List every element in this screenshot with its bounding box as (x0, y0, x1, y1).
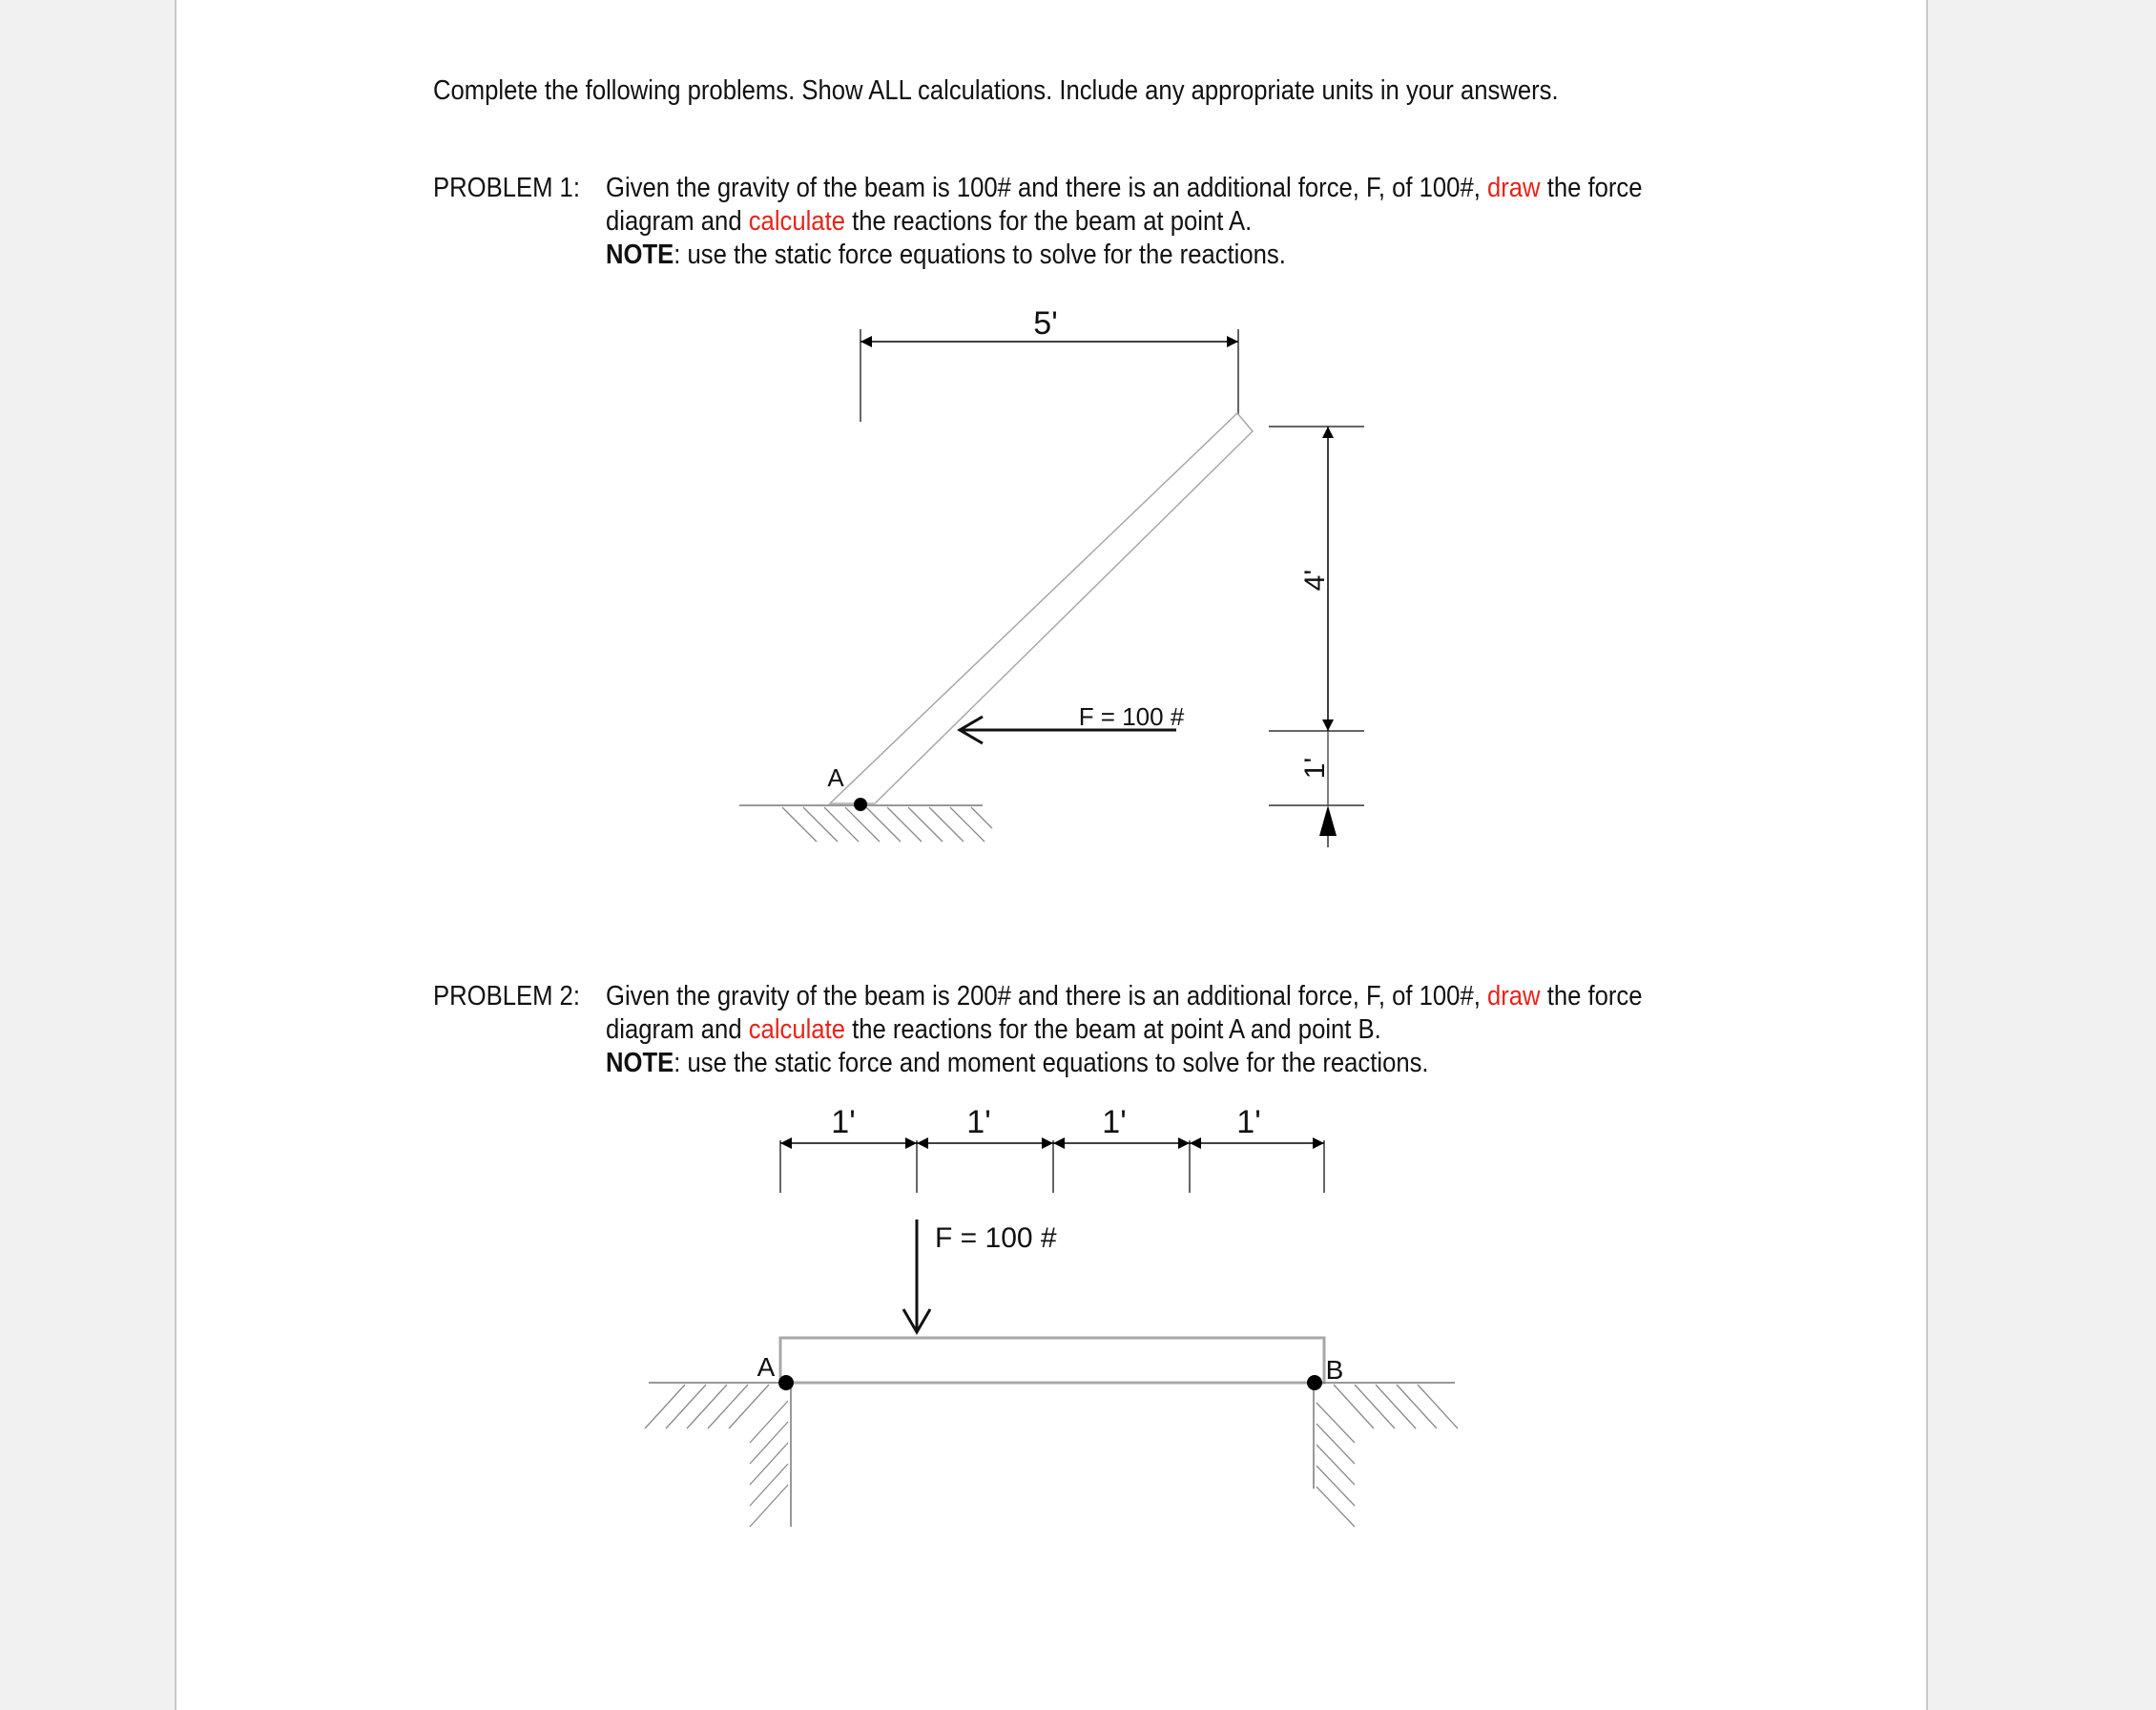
p2-point-b-label: B (1325, 1355, 1344, 1385)
p1-pin-a (854, 798, 867, 811)
p2-dim-label-4: 1' (1236, 1104, 1261, 1140)
p1-dim-4ft-label: 4' (1299, 569, 1331, 592)
problem2-line2: diagram and calculate the reactions for the beam at point A and point B. (606, 1014, 1381, 1045)
problem2-line1: Given the gravity of the beam is 200# and there is an additional force, F, of 100#, draw the force (606, 981, 1643, 1011)
problem1-label: PROBLEM 1: (433, 173, 580, 203)
problem1-diagram (739, 305, 1364, 847)
p2-dim-label-2: 1' (966, 1104, 991, 1140)
p2-force-label: F = 100 # (935, 1222, 1057, 1254)
p2-right-support-ground (1313, 1383, 1458, 1527)
problem1-line1: Given the gravity of the beam is 100# and there is an additional force, F, of 100#, draw the force (606, 173, 1643, 203)
p2-left-support-ground (645, 1383, 792, 1527)
p2-dim-extensions (780, 1140, 1324, 1193)
problem1-calculate-keyword: calculate (748, 206, 845, 237)
problem1-note: NOTE: use the static force equations to solve for the reactions. (606, 240, 1286, 270)
p1-ground (739, 805, 992, 842)
p2-dim-label-1: 1' (831, 1104, 856, 1140)
problem2-diagram (645, 1104, 1458, 1527)
p1-dim-horizontal (860, 329, 1238, 422)
problem2-label: PROBLEM 2: (433, 981, 580, 1011)
p2-beam (780, 1338, 1324, 1383)
problem2-calculate-keyword: calculate (748, 1014, 845, 1045)
p2-dim-label-3: 1' (1102, 1104, 1127, 1140)
problem1-draw-keyword: draw (1486, 173, 1541, 203)
instructions: Complete the following problems. Show ALL calculations. Include any appropriate units in your answers. (433, 75, 1559, 106)
problem2-note: NOTE: use the static force and moment equations to solve for the reactions. (606, 1048, 1429, 1078)
p1-point-a-label: A (827, 763, 844, 792)
problem2-draw-keyword: draw (1486, 981, 1541, 1011)
problem1-line2: diagram and calculate the reactions for the beam at point A. (606, 206, 1253, 237)
p1-inclined-beam (830, 413, 1253, 803)
p2-pin-b (1307, 1375, 1322, 1390)
p1-force-label: F = 100 # (1078, 702, 1185, 731)
p2-force-arrow (903, 1220, 930, 1332)
p2-pin-a (778, 1375, 794, 1390)
p1-dim-5ft-label: 5' (1033, 305, 1058, 342)
p2-point-a-label: A (757, 1352, 776, 1382)
p1-dim-vertical (1269, 427, 1364, 847)
p1-dim-1ft-label: 1' (1299, 757, 1331, 780)
